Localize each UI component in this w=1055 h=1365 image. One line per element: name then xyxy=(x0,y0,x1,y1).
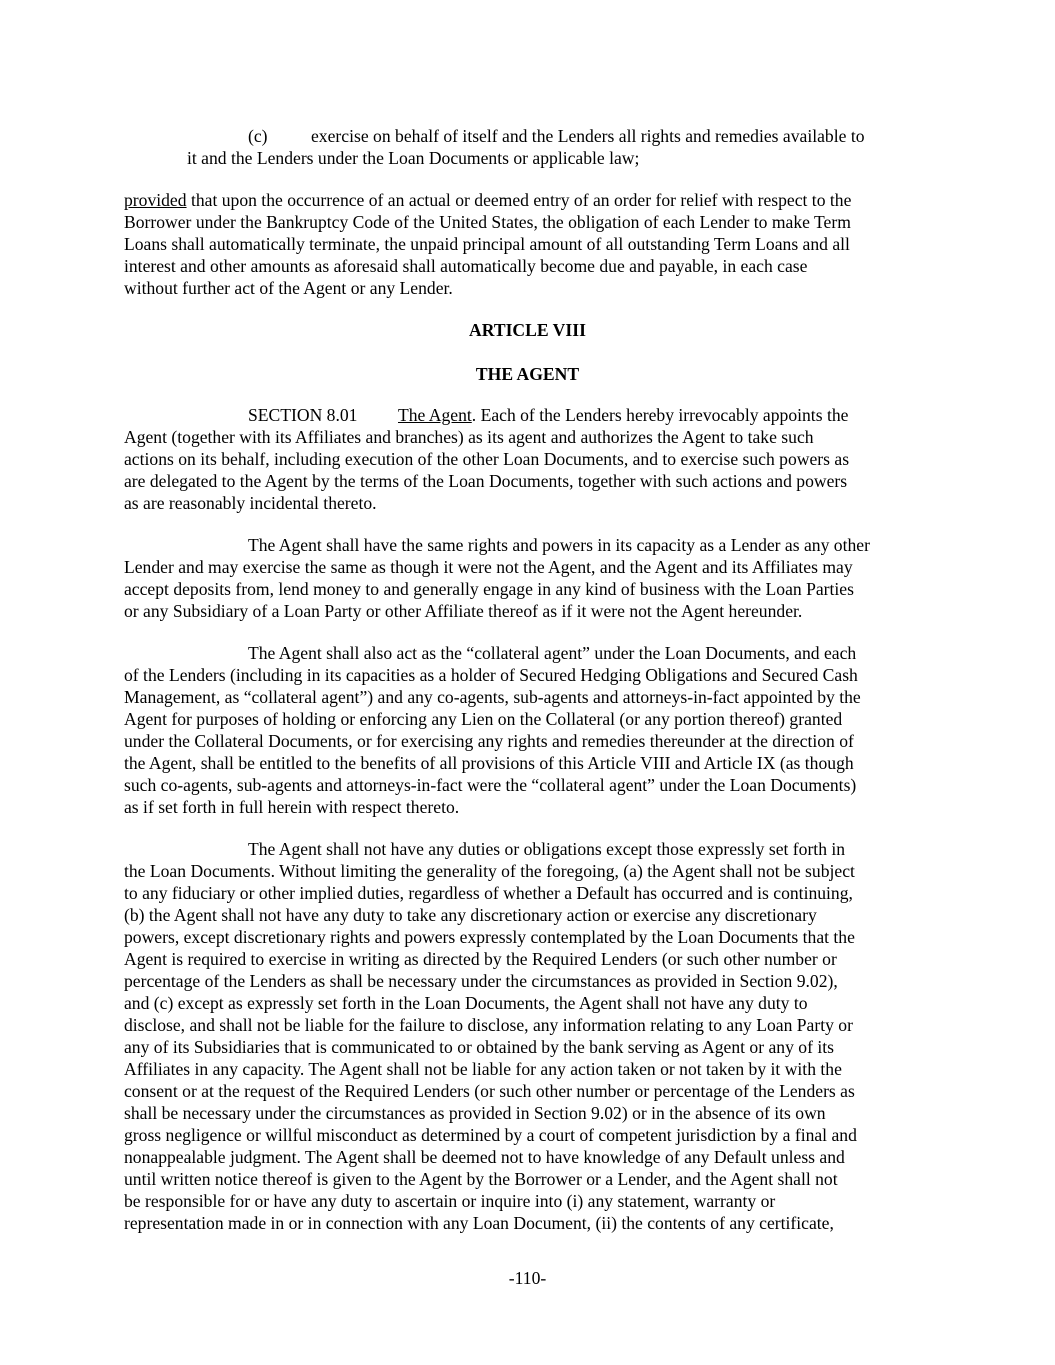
para4-line: The Agent shall not have any duties or obligations except those expressly set forth in xyxy=(248,839,846,859)
section-heading-line: The Agent. Each of the Lenders hereby irrevocably appoints the xyxy=(398,405,849,425)
para3-line: the Agent, shall be entitled to the benefits of all provisions of this Article VIII and Article IX (as though xyxy=(124,753,854,773)
section-label: SECTION 8.01 xyxy=(248,405,358,425)
para4-line: shall be necessary under the circumstances as provided in Section 9.02) or in the absence of its own xyxy=(124,1103,826,1123)
para4-line: to any fiduciary or other implied duties, regardless of whether a Default has occurred and is continuing, xyxy=(124,883,853,903)
para4-line: (b) the Agent shall not have any duty to take any discretionary action or exercise any discretionary xyxy=(124,905,817,925)
para3-line: of the Lenders (including in its capacities as a holder of Secured Hedging Obligations and Secured Cash xyxy=(124,665,858,685)
para4-line: be responsible for or have any duty to ascertain or inquire into (i) any statement, warranty or xyxy=(124,1191,776,1211)
para4-line: gross negligence or willful misconduct as determined by a court of competent jurisdiction by a final and xyxy=(124,1125,857,1145)
para4-line: and (c) except as expressly set forth in the Loan Documents, the Agent shall not have any duty to xyxy=(124,993,808,1013)
para4-line: Agent is required to exercise in writing as directed by the Required Lenders (or such other number or xyxy=(124,949,837,969)
para4-line: until written notice thereof is given to the Agent by the Borrower or a Lender, and the Agent shall not xyxy=(124,1169,838,1189)
para3-line: such co-agents, sub-agents and attorneys-in-fact were the “collateral agent” under the Loan Documents) xyxy=(124,775,857,795)
para3-line: Management, as “collateral agent”) and any co-agents, sub-agents and attorneys-in-fact appointed by the xyxy=(124,687,861,707)
para4-line: nonappealable judgment. The Agent shall be deemed not to have knowledge of any Default unless and xyxy=(124,1147,845,1167)
para2-line: or any Subsidiary of a Loan Party or other Affiliate thereof as if it were not the Agent hereunder. xyxy=(124,601,803,621)
para2-line: The Agent shall have the same rights and powers in its capacity as a Lender as any other xyxy=(248,535,870,555)
para3-line: under the Collateral Documents, or for exercising any rights and remedies thereunder at the direction of xyxy=(124,731,854,751)
section-line: Agent (together with its Affiliates and branches) as its agent and authorizes the Agent to take such xyxy=(124,427,814,447)
para4-line: powers, except discretionary rights and powers expressly contemplated by the Loan Documents that the xyxy=(124,927,855,947)
proviso-line: interest and other amounts as aforesaid shall automatically become due and payable, in each case xyxy=(124,256,808,276)
para2-line: accept deposits from, lend money to and generally engage in any kind of business with the Loan Parties xyxy=(124,579,854,599)
para4-line: percentage of the Lenders as shall be necessary under the circumstances as provided in Section 9.02), xyxy=(124,971,838,991)
section-heading: The Agent xyxy=(398,405,472,425)
article-title: THE AGENT xyxy=(475,364,580,384)
item-c-line: it and the Lenders under the Loan Documents or applicable law; xyxy=(187,148,640,168)
para2-line: Lender and may exercise the same as though it were not the Agent, and the Agent and its Affiliates may xyxy=(124,557,853,577)
item-c-line: exercise on behalf of itself and the Lenders all rights and remedies available to xyxy=(311,126,865,146)
para3-line: The Agent shall also act as the “collateral agent” under the Loan Documents, and each xyxy=(248,643,857,663)
article-number: ARTICLE VIII xyxy=(469,320,586,340)
para4-line: representation made in or in connection with any Loan Document, (ii) the contents of any certificate, xyxy=(124,1213,834,1233)
para4-line: Affiliates in any capacity. The Agent shall not be liable for any action taken or not taken by it with the xyxy=(124,1059,842,1079)
para3-line: Agent for purposes of holding or enforcing any Lien on the Collateral (or any portion thereof) granted xyxy=(124,709,843,729)
section-line: are delegated to the Agent by the terms of the Loan Documents, together with such actions and powers xyxy=(124,471,848,491)
proviso-line: without further act of the Agent or any Lender. xyxy=(124,278,453,298)
para4-line: disclose, and shall not be liable for the failure to disclose, any information relating to any Loan Party or xyxy=(124,1015,853,1035)
section-line: as are reasonably incidental thereto. xyxy=(124,493,377,513)
page-number: -110- xyxy=(508,1268,547,1288)
provided-term: provided xyxy=(124,190,187,210)
proviso-line: Loans shall automatically terminate, the unpaid principal amount of all outstanding Term Loans and all xyxy=(124,234,850,254)
item-c-label: (c) xyxy=(248,126,268,146)
proviso-line: provided that upon the occurrence of an actual or deemed entry of an order for relief with respect to the xyxy=(124,190,852,210)
para4-line: the Loan Documents. Without limiting the generality of the foregoing, (a) the Agent shall not be subject xyxy=(124,861,855,881)
proviso-line: Borrower under the Bankruptcy Code of the United States, the obligation of each Lender to make Term xyxy=(124,212,851,232)
para4-line: any of its Subsidiaries that is communicated to or obtained by the bank serving as Agent or any of its xyxy=(124,1037,834,1057)
para4-line: consent or at the request of the Required Lenders (or such other number or percentage of the Lenders as xyxy=(124,1081,855,1101)
section-line: actions on its behalf, including execution of the other Loan Documents, and to exercise such powers as xyxy=(124,449,850,469)
para3-line: as if set forth in full herein with respect thereto. xyxy=(124,797,460,817)
